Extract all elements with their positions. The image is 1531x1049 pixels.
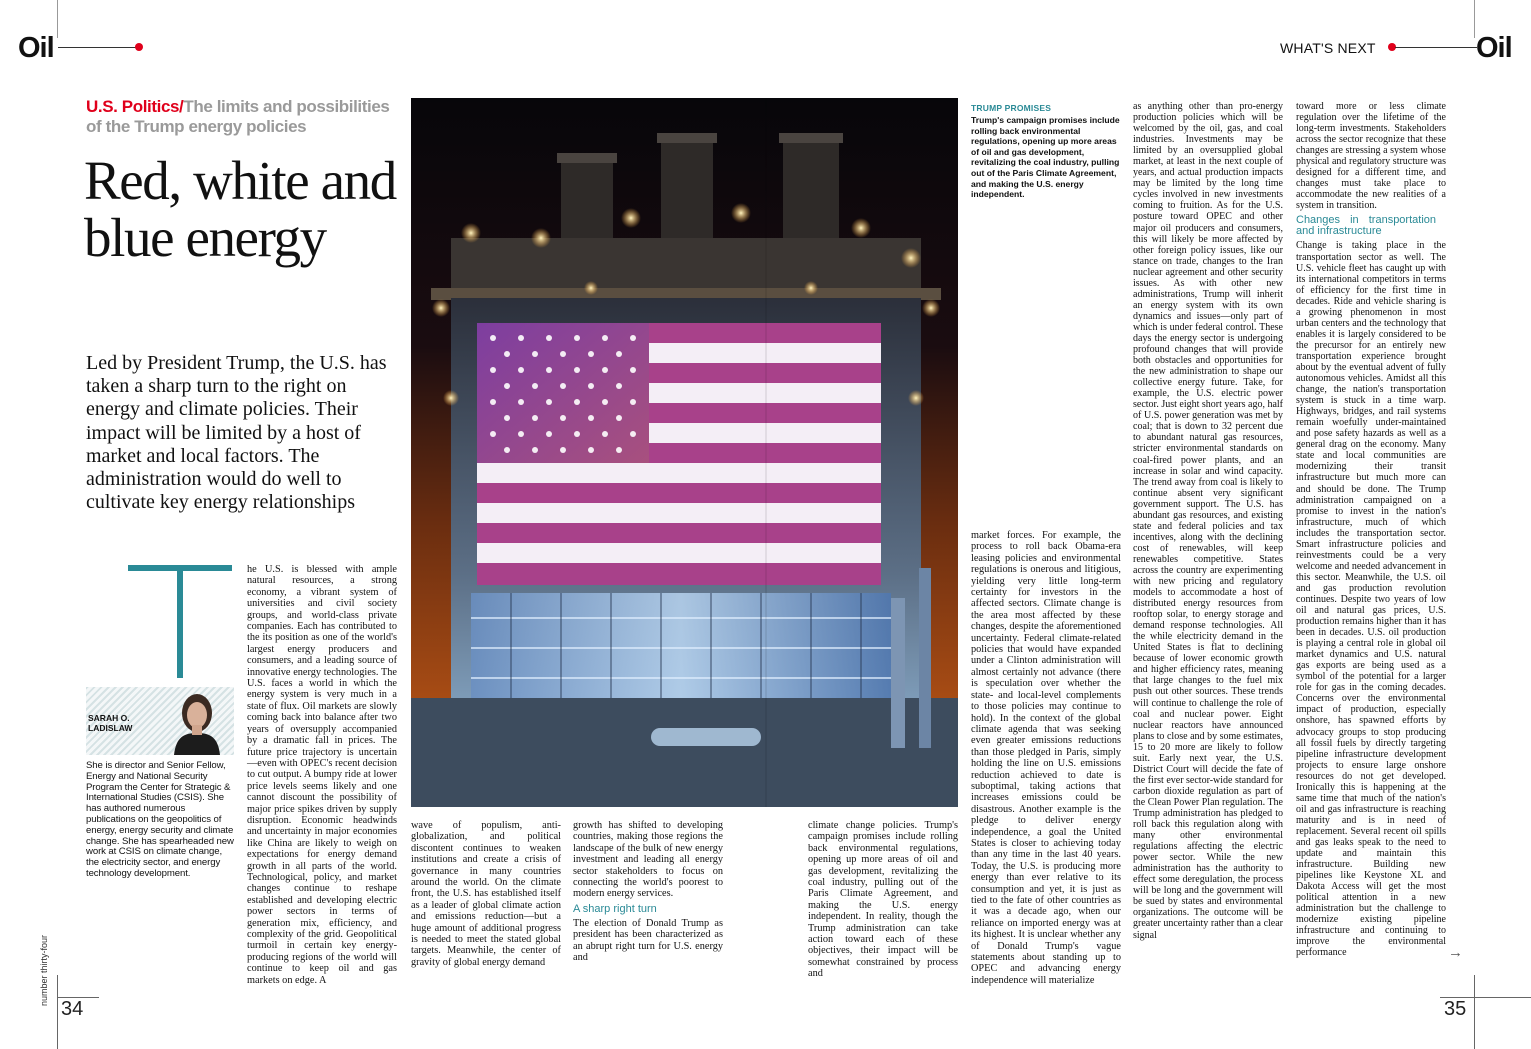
footer-vrule-right	[1474, 975, 1475, 1049]
drop-cap-stem	[177, 565, 183, 678]
body-column-4: climate change policies. Trump's campaign promises include rolling back environmental regulations, opening up more areas of oil and gas development, revitalizing the coal industry, pulling out of the Paris Climate Agreement, and making the U.S. energy independent. In reality, though the Trump administration can take action toward each of these objectives, their impact will be somewhat constrained by process and	[808, 820, 958, 980]
author-bio: She is director and Senior Fellow, Energy and National Security Program the Center for Strategic & International Studies (CSIS). She has authored numerous publications on the geopolitics of energy, energy security and climate change. She has spearheaded new work at CSIS on climate change, the electricity sector, and energy technology development.	[86, 760, 234, 879]
body-column-2: wave of populism, anti-globalization, and political discontent continues to weaken institutions and create a crisis of governance in many countries around the world. On the climate front, the U.S. has established itself as a leader of global climate action and emissions reduction—but a huge amount of additional progress is needed to meet the stated global targets. Meanwhile, the center of gravity of global energy demand	[411, 820, 561, 968]
section-label: WHAT'S NEXT	[1280, 40, 1376, 56]
headline: Red, white and blue energy	[84, 150, 396, 268]
header-rule-left	[58, 47, 136, 48]
page-number-left: 34	[61, 998, 84, 1020]
subhead-sharp-right-turn: A sharp right turn	[573, 902, 657, 915]
author-photo	[166, 689, 228, 755]
kicker-category: U.S. Politics/	[86, 97, 184, 116]
header-rule-right	[1395, 47, 1477, 48]
issue-label: number thirty-four	[39, 934, 49, 1006]
pull-quote-text: Trump's campaign promises include rolling back environmental regulations, opening up more areas of oil and gas development, revitalizing the coal industry, pulling out of the Paris Climate Agreement, and making the U.S. energy independent.	[971, 115, 1120, 200]
page-number-right: 35	[1444, 998, 1467, 1020]
author-name: SARAH O. LADISLAW	[88, 713, 133, 733]
kicker	[86, 97, 398, 137]
body-column-6: as anything other than pro-energy production policies which will be welcomed by the oil, gas, and coal industries. Investments may be limited by an oversupplied global market, at least in the next couple of years, and actual production impacts may be limited by the long time cycles involved in new investments coming to fruition. As for the U.S. posture toward OPEC and other major oil producers and consumers, this will likely be more affected by other foreign policy issues, like our stance on trade, changes to the Iran nuclear agreement and other security issues. As with other new administrations, Trump will inherit an energy system with its own dynamics and issues—only part of which is under federal control. These days the energy sector is undergoing profound changes that will provide both obstacles and opportunities for the new administration to shape our collective energy future. Take, for example, the U.S. electric power sector. Just eight short years ago, half of U.S. power generation was met by coal; that is down to 32 percent due to abundant natural gas resources, stricter environmental standards on coal-fired power plants, and an increase in solar and wind capacity. The trend away from coal is likely to continue absent very significant government support. The U.S. has abundant gas resources, and existing state and federal policies and tax incentives, along with the declining cost of renewables, will keep renewables competitive. States across the country are experimenting with new pricing and regulatory models to accommodate a host of distributed energy resources from rooftop solar, to energy storage and demand response technologies. All the while electricity demand in the United States is flat to declining because of lower economic growth and higher efficiency rates, meaning that large changes to the fuel mix push out other sources. These trends will continue to challenge the role of coal and nuclear power. Eight nuclear reactors have announced plans to close and by some estimates, 15 to 20 more are likely to follow suit. Early next year, the U.S. District Court will decide the fate of the first ever sector-wide standard for carbon dioxide regulation as part of the Clean Power Plan regulation. The Trump administration has pledged to roll back this regulation along with many other environmental regulations affecting the electric power sector. While the new administration has the authority to effect some deregulation, the process will be long and the government will be sued by states and environmental organizations. The outcome will be greater uncertainty rather than a clear signal	[1133, 101, 1284, 941]
refinery-flag-illustration	[411, 98, 958, 807]
body-column-3: growth has shifted to developing countries, making those regions the landscape of the bulk of new energy investment and leading all energy sector stakeholders to focus on connecting the world's poorest to modern energy services. A sharp right turn The election of Donald Trump as president has been characterized as an abrupt right turn for U.S. energy and	[573, 820, 723, 964]
continue-arrow: →	[1448, 944, 1463, 961]
body-column-7: toward more or less climate regulation over the lifetime of the long-term investments. Stakeholders across the sector recognize that these changes are stressing a system whose physical and regulatory structure was designed for a different time, and changes must take place to accommodate the new realities of a system in transition. Changes in transportation and infrastructure Change is taking place in the transportation sector as well. The U.S. vehicle fleet has caught up with its international competitors in terms of efficiency for the first time in decades. Ride and vehicle sharing is a growing phenomenon in most urban centers and the technology that enables it is largely considered to be the precursor for an entirely new transportation experience brought about by the eventual advent of fully autonomous vehicles. Amidst all this change, the nation's transportation system is stuck in a time warp. Highways, bridges, and rail systems remain woefully under-maintained and pose safety hazards as well as a general drag on the economy. Many state and local communities are modernizing their transit infrastructure but much more can and should be done. The Trump administration campaigned on a promise to invest in the nation's infrastructure, much of which includes the transportation sector. Smart infrastructure policies and reinvestments could be a very welcome and needed advancement in this sector. Meanwhile, the U.S. oil and gas production revolution continues. Despite two years of low oil and natural gas prices, U.S. production remains higher than it has been in decades. U.S. oil production is playing a central role in global oil market dynamics and U.S. natural gas exports are being used as a symbol of the potential for a larger role for gas in the coming decades. Concerns over the environmental impact of production, especially onshore, has spawned efforts by advocacy groups to stop producing all fossil fuels by directly targeting pipeline infrastructure development projects to ensure large onshore resources do not get developed. Ironically this is happening at the same time that much of the nation's oil and gas infrastructure is reaching maturity and is in need of replacement. Several recent oil spills and gas leaks speak to the need to update and maintain this infrastructure. Building new pipelines like Keystone XL and Dakota Access will get the most political attention in a new administration but the challenge to modernize existing pipeline infrastructure and continuing to improve the environmental performance	[1296, 101, 1446, 959]
body-column-1: he U.S. is blessed with ample natural resources, a strong economy, a vibrant system of universities and civil society groups, and world-class private companies. Each has contributed to the its position as one of the world's largest energy producers and consumers, and a leading source of innovative energy technologies. The U.S. faces a world in which the energy system is very much in a state of flux. Oil markets are slowly coming back into balance after two years of oversupply accompanied by a dramatic fall in prices. The future price trajectory is uncertain—even with OPEC's recent decision to cut output. A bumpy ride at lower price levels seems likely and one cannot discount the possibility of major price spikes driven by supply disruption. Economic headwinds and uncertainty in major economies like China are likely to weigh on expectations for energy demand growth in all parts of the world. Technological, policy, and market changes continue to reshape established and developing electric power sectors in terms of generation mix, efficiency, and complexity of the grid. Geopolitical turmoil in certain key energy-producing regions of the world will continue to keep oil and gas markets on edge. A	[247, 564, 397, 986]
body-column-5: market forces. For example, the process to roll back Obama-era leasing policies and environmental regulations is onerous and litigious, yielding very little long-term certainty for investors in the affected sectors. Climate change is the area most affected by these changes, despite the aforementioned uncertainty. Federal climate-related policies that would have expanded under a Clinton administration will almost certainly not advance (there is speculation over whether the state- and local-level complements to those policies may continue to hold). In the context of the global climate agenda that was seeking even greater emissions reductions than those pledged in Paris, simply holding the line on U.S. emissions reduction achieved to date is suboptimal, taking actions that increases emissions could be disastrous. Another example is the pledge to deliver energy independence, a goal the United States is closer to achieving today than any time in the last 40 years. Today, the U.S. is producing more energy than ever relative to its consumption and yet, it is just as tied to the fate of other countries as it was a decade ago, when our reliance on imported energy was at its highest. It is unclear whether any of Donald Trump's vague statements about standing up to OPEC and advancing energy independence will materialize	[971, 530, 1121, 986]
oil-logo-right: Oil	[1476, 32, 1512, 64]
deck: Led by President Trump, the U.S. has taken a sharp turn to the right on energy and climate policies. Their impact will be limited by a host of market and local factors. The administration would do well to cultivate key energy relationships	[86, 352, 387, 514]
footer-vrule-left	[57, 975, 58, 1049]
subhead-transportation: Changes in transportation and infrastructure	[1296, 214, 1436, 238]
header-vrule-right	[1474, 0, 1475, 38]
pull-quote-label: TRUMP PROMISES	[971, 103, 1052, 113]
pull-quote	[971, 103, 1121, 200]
hero-photo	[411, 98, 958, 807]
kicker-topic: The limits and possibilities of the Trump energy policies	[86, 97, 390, 136]
oil-logo-left: Oil	[18, 32, 54, 64]
header-dot-left	[135, 43, 143, 51]
header-vrule-left	[57, 0, 58, 38]
